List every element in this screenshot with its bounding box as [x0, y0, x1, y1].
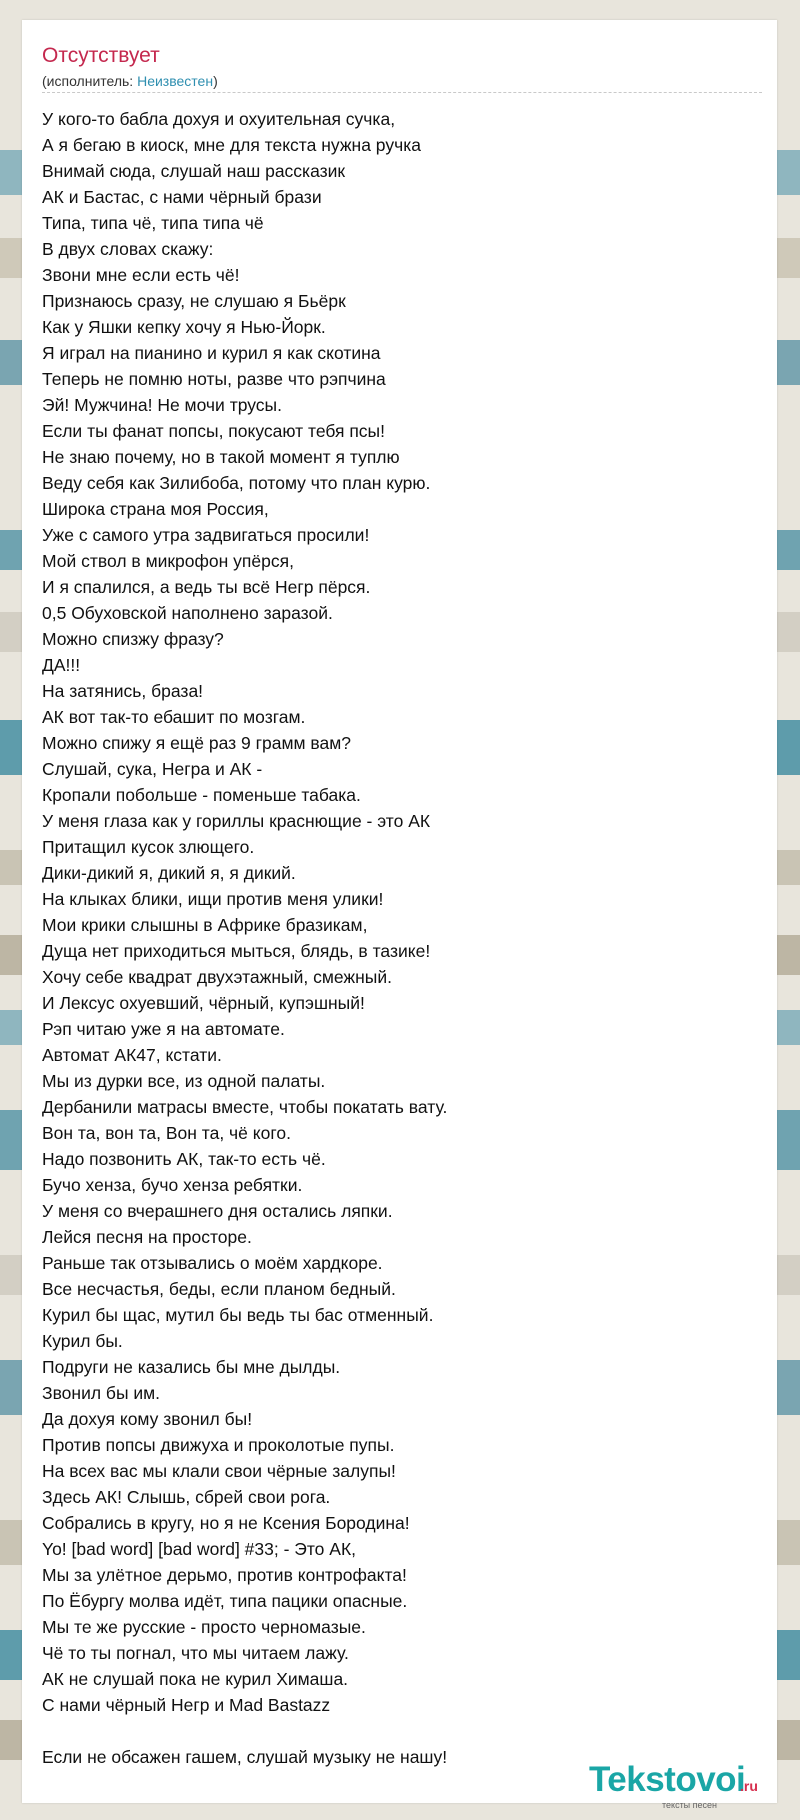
lyric-line: Можно спижу я ещё раз 9 грамм вам? — [42, 733, 351, 753]
lyric-line: Дики-дикий я, дикий я, я дикий. — [42, 863, 296, 883]
lyric-line: Мои крики слышны в Африке бразикам, — [42, 915, 368, 935]
lyric-line: АК и Бастас, с нами чёрный брази — [42, 187, 322, 207]
lyric-line: Подруги не казались бы мне дылды. — [42, 1357, 341, 1377]
lyric-line: Лейся песня на просторе. — [42, 1227, 252, 1247]
lyric-line: Звонил бы им. — [42, 1383, 161, 1403]
artist-prefix: (исполнитель: — [42, 73, 138, 89]
lyric-line: Курил бы щас, мутил бы ведь ты бас отменный. — [42, 1305, 434, 1325]
lyric-line: Все несчастья, беды, если планом бедный. — [42, 1279, 396, 1299]
lyric-line: Теперь не помню ноты, разве что рэпчина — [42, 369, 386, 389]
song-title: Отсутствует — [42, 44, 160, 67]
artist-suffix: ) — [213, 73, 218, 89]
lyric-line: Можно спизжу фразу? — [42, 629, 224, 649]
lyric-line: Надо позвонить АК, так-то есть чё. — [42, 1149, 326, 1169]
lyric-line: Если не обсажен гашем, слушай музыку не нашу! — [42, 1747, 448, 1767]
lyric-line: Да дохуя кому звонил бы! — [42, 1409, 253, 1429]
tekstovoi-logo[interactable] — [567, 1760, 767, 1810]
logo-tagline: тексты песен — [662, 1800, 718, 1810]
lyric-line: Yo! [bad word] [bad word] #33; - Это АК, — [42, 1539, 357, 1559]
lyric-line: Раньше так отзывались о моём хардкоре. — [42, 1253, 383, 1273]
lyric-line: Уже с самого утра задвигаться просили! — [42, 525, 370, 545]
lyric-line: АК не слушай пока не курил Химаша. — [42, 1669, 349, 1689]
logo-domain: .ru — [740, 1778, 758, 1794]
lyric-line: Эй! Мужчина! Не мочи трусы. — [42, 395, 282, 415]
lyric-line: Широка страна моя Россия, — [42, 499, 269, 519]
lyric-line: На клыках блики, ищи против меня улики! — [42, 889, 384, 909]
lyric-line: У меня глаза как у гориллы краснющие - это АК — [42, 811, 431, 831]
lyric-line: Рэп читаю уже я на автомате. — [42, 1019, 285, 1039]
lyric-line: Дербанили матрасы вместе, чтобы покатать вату. — [42, 1097, 448, 1117]
lyric-line: У меня со вчерашнего дня остались ляпки. — [42, 1201, 393, 1221]
lyric-line: Признаюсь сразу, не слушаю я Бьёрк — [42, 291, 346, 311]
lyric-line: Внимай сюда, слушай наш рассказик — [42, 161, 346, 181]
artist-line — [42, 73, 218, 89]
logo-name: Tekstovoi — [589, 1760, 746, 1799]
lyric-line: Мы за улётное дерьмо, против контрофакта! — [42, 1565, 407, 1585]
lyric-line: Бучо хенза, бучо хенза ребятки. — [42, 1175, 303, 1195]
lyric-line: Кропали побольше - поменьше табака. — [42, 785, 361, 805]
lyric-line: Мы те же русские - просто черномазые. — [42, 1617, 366, 1637]
lyrics-text — [42, 106, 762, 1770]
lyric-line: 0,5 Обуховской наполнено заразой. — [42, 603, 333, 623]
lyric-line: С нами чёрный Негр и Mad Bastazz — [42, 1695, 331, 1715]
lyric-line — [42, 1718, 762, 1744]
lyric-line: Если ты фанат попсы, покусают тебя псы! — [42, 421, 386, 441]
lyric-line: Чё то ты погнал, что мы читаем лажу. — [42, 1643, 349, 1663]
lyric-line: Как у Яшки кепку хочу я Нью-Йорк. — [42, 317, 326, 337]
lyric-line: Типа, типа чё, типа типа чё — [42, 213, 264, 233]
lyric-line: Здесь АК! Слышь, сбрей свои рога. — [42, 1487, 331, 1507]
lyric-line: На затянись, браза! — [42, 681, 204, 701]
lyric-line: Мы из дурки все, из одной палаты. — [42, 1071, 326, 1091]
lyric-line: На всех вас мы клали свои чёрные залупы! — [42, 1461, 396, 1481]
lyric-line: И Лексус охуевший, чёрный, купэшный! — [42, 993, 365, 1013]
lyric-line: Автомат АК47, кстати. — [42, 1045, 222, 1065]
lyric-line: Слушай, сука, Негра и АК - — [42, 759, 263, 779]
lyric-line: И я спалился, а ведь ты всё Негр пёрся. — [42, 577, 371, 597]
lyric-line: Мой ствол в микрофон упёрся, — [42, 551, 294, 571]
lyrics-card — [22, 20, 777, 1810]
lyric-line: Не знаю почему, но в такой момент я туплю — [42, 447, 400, 467]
lyric-line: Хочу себе квадрат двухэтажный, смежный. — [42, 967, 392, 987]
lyric-line: Против попсы движуха и проколотые пупы. — [42, 1435, 395, 1455]
lyric-line: Веду себя как Зилибоба, потому что план курю. — [42, 473, 431, 493]
lyric-line: АК вот так-то ебашит по мозгам. — [42, 707, 306, 727]
lyric-line: Собрались в кругу, но я не Ксения Бородина! — [42, 1513, 410, 1533]
lyric-line: Курил бы. — [42, 1331, 123, 1351]
lyric-line: А я бегаю в киоск, мне для текста нужна ручка — [42, 135, 421, 155]
divider — [42, 92, 762, 93]
lyric-line: У кого-то бабла дохуя и охуительная сучка, — [42, 109, 396, 129]
lyric-line: По Ёбургу молва идёт, типа пацики опасные. — [42, 1591, 408, 1611]
lyric-line: В двух словах скажу: — [42, 239, 214, 259]
lyric-line: ДА!!! — [42, 655, 81, 675]
lyric-line: Притащил кусок злющего. — [42, 837, 255, 857]
lyric-line: Звони мне если есть чё! — [42, 265, 240, 285]
lyric-line: Я играл на пианино и курил я как скотина — [42, 343, 381, 363]
lyric-line: Дуща нет приходиться мыться, блядь, в тазике! — [42, 941, 431, 961]
lyric-line: Вон та, вон та, Вон та, чё кого. — [42, 1123, 291, 1143]
artist-link[interactable]: Неизвестен — [137, 73, 214, 89]
